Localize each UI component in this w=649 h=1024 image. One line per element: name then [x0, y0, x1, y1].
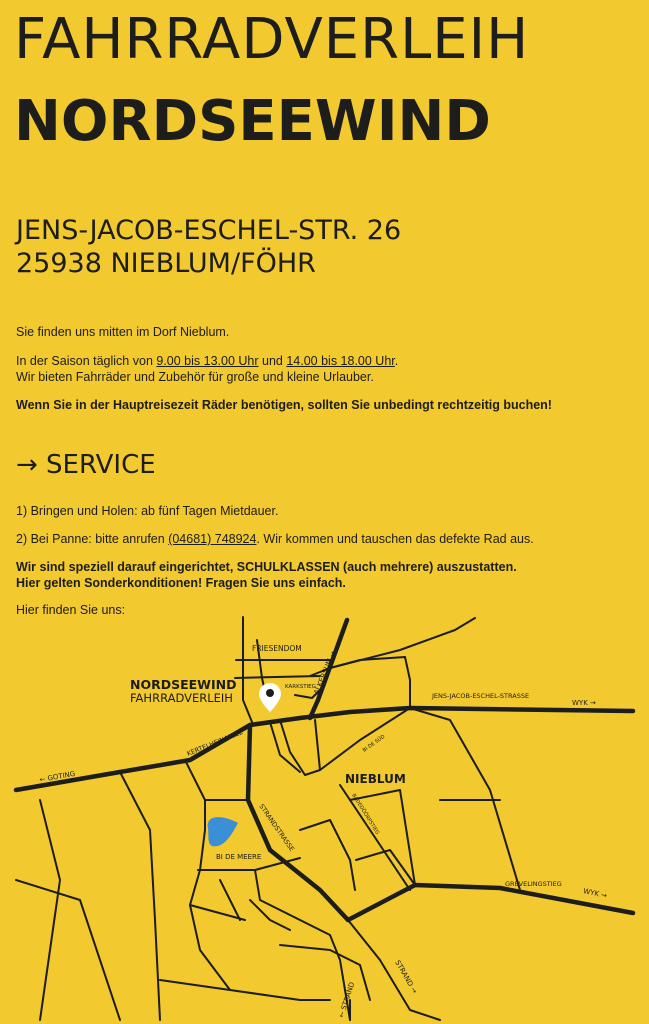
label-wyk-top: WYK →	[572, 699, 596, 707]
label-kertelheinallee: KERTELHEINALLEE	[185, 728, 245, 758]
address-street: JENS-JACOB-ESCHEL-STR. 26	[16, 215, 402, 246]
road-strandstrasse	[248, 725, 348, 920]
hours-suffix: .	[394, 354, 399, 368]
map-shop-name: NORDSEEWIND	[130, 677, 237, 692]
booking-note	[16, 397, 552, 413]
hours-and: und	[258, 354, 287, 368]
service-item-2-suffix: . Wir kommen und tauschen das defekte Rad aus.	[256, 532, 534, 546]
label-karkstieg: KARKSTIEG	[285, 684, 316, 690]
hours-morning: 9.00 bis 13.00 Uhr	[156, 354, 259, 368]
address-city: 25938 NIEBLUM/FÖHR	[16, 248, 316, 279]
map-shop-sub: FAHRRADVERLEIH	[130, 691, 233, 705]
booking-note-text: Wenn Sie in der Hauptreisezeit Räder benötigen, sollten Sie unbedingt rechtzeitig buchen!	[16, 398, 552, 412]
lake-bi-de-meere	[208, 817, 238, 846]
label-friesendom: FRIESENDOM	[252, 644, 302, 653]
label-eschel-strasse: JENS-JACOB-ESCHEL-STRASSE	[432, 692, 530, 700]
service-item-1: 1) Bringen und Holen: ab fünf Tagen Mietdauer.	[16, 504, 279, 518]
find-us-label: Hier finden Sie uns:	[16, 603, 126, 617]
intro-offer: Wir bieten Fahrräder und Zubehör für große und kleine Urlauber.	[16, 370, 374, 384]
label-strandstrasse: STRANDSTRASSE	[257, 802, 296, 853]
label-wyk-bottom: WYK →	[582, 887, 608, 900]
map-pin-icon	[259, 683, 281, 712]
schools-line-2-text: Hier gelten Sonderkonditionen! Fragen Sie uns einfach.	[16, 576, 346, 590]
label-goting: ← GOTING	[38, 769, 76, 784]
schools-line-1	[16, 559, 517, 575]
intro-location: Sie finden uns mitten im Dorf Nieblum.	[16, 325, 230, 339]
label-alkersum: ALKERSUM →	[312, 649, 338, 696]
phone-link[interactable]: (04681) 748924	[168, 532, 257, 546]
hours-prefix: In der Saison täglich von	[16, 354, 157, 368]
service-heading: → SERVICE	[16, 450, 156, 480]
service-item-2	[16, 531, 534, 547]
label-badedoerpstieg: BADEDÖÖRPSTIEG	[350, 792, 381, 836]
label-bi-de-suud: BI DE SÜD	[361, 733, 387, 754]
address-block	[16, 214, 401, 280]
label-bi-de-meere: BI DE MEERE	[216, 853, 262, 861]
service-item-2-prefix: 2) Bei Panne: bitte anrufen	[16, 532, 169, 546]
opening-hours	[16, 353, 398, 369]
label-strand-left: ← STRAND	[337, 981, 357, 1019]
title-line-1: FAHRRADVERLEIH	[14, 7, 530, 72]
label-strand-right: STRAND →	[393, 959, 419, 995]
schools-line-2	[16, 575, 346, 591]
schools-line-1-text: Wir sind speziell darauf eingerichtet, SCHULKLASSEN (auch mehrere) auszustatten.	[16, 560, 517, 574]
map-village: NIEBLUM	[345, 772, 406, 786]
location-map	[0, 615, 649, 1024]
title-line-2: NORDSEEWIND	[14, 89, 491, 154]
label-grevelingstieg: GREVELINGSTIEG	[505, 880, 562, 888]
hours-afternoon: 14.00 bis 18.00 Uhr	[286, 354, 395, 368]
